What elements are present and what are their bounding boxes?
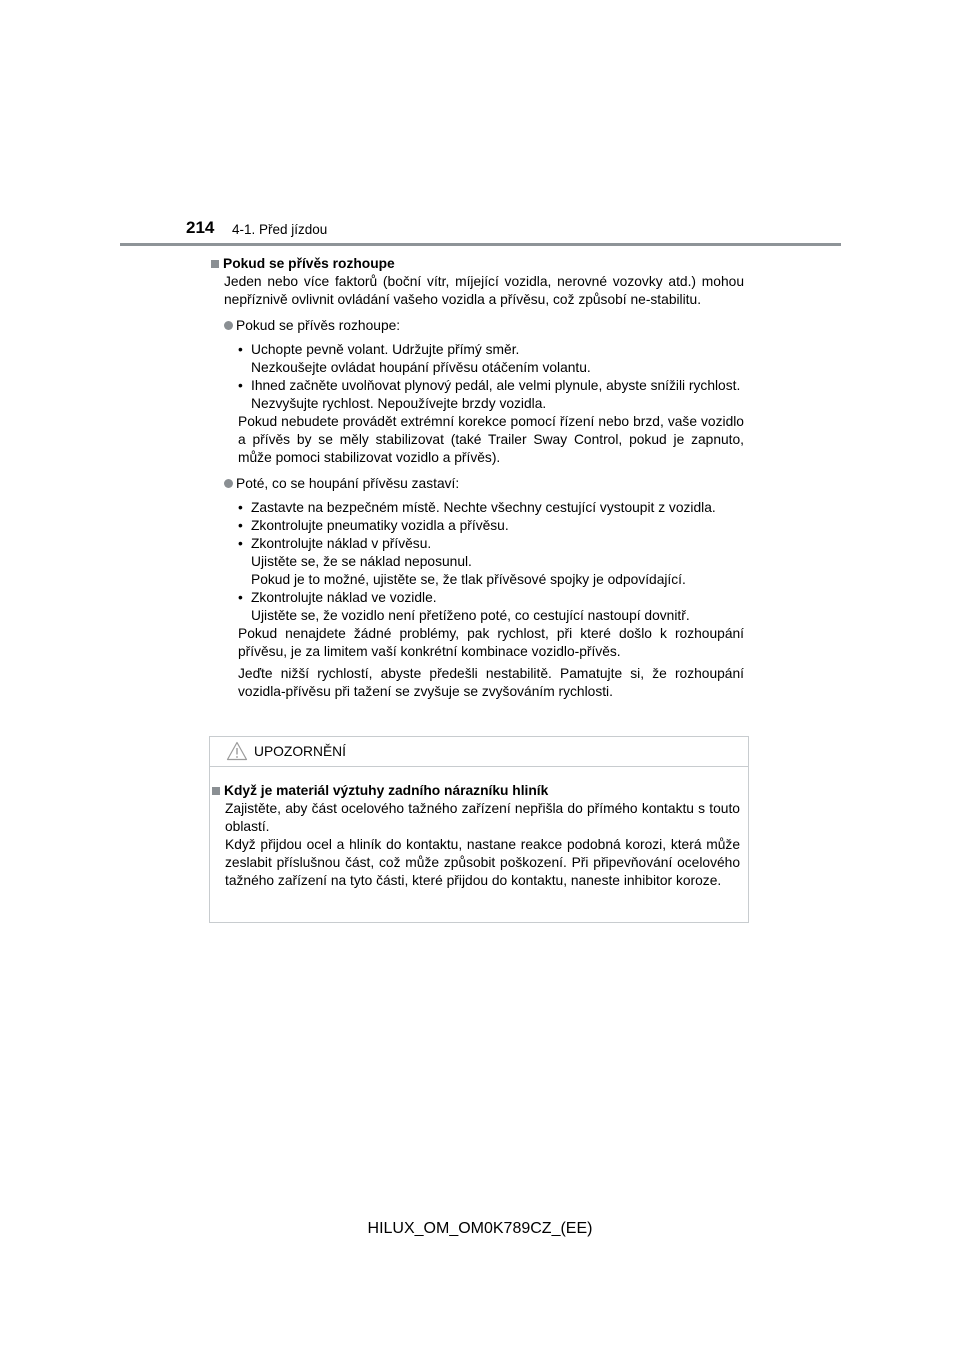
list-item: • Ihned začněte uvolňovat plynový pedál, ale velmi plynule, abyste snížili rychlost. — [238, 378, 741, 393]
square-bullet-icon — [211, 260, 219, 268]
caution-title: UPOZORNĚNÍ — [254, 744, 346, 759]
list-item-text: Ihned začněte uvolňovat plynový pedál, ale velmi plynule, abyste snížili rychlost. — [251, 378, 741, 393]
header-rule — [120, 243, 841, 246]
intro-paragraph: Jeden nebo více faktorů (boční vítr, míjející vozidla, nerovné vozovky atd.) mohou nepříznivě ovlivnit ovládání vašeho vozidla a přívěsu, což způsobí ne-stabilitu. — [224, 274, 744, 307]
caution-box — [209, 736, 749, 923]
bullet-label-text: Pokud se přívěs rozhoupe: — [236, 318, 401, 333]
list-item-note: Pokud je to možné, ujistěte se, že tlak přívěsové spojky je odpovídající. — [251, 572, 686, 587]
square-bullet-icon — [212, 787, 220, 795]
bullet-label-text: Poté, co se houpání přívěsu zastaví: — [236, 476, 460, 491]
list-item-note: Ujistěte se, že vozidlo není přetíženo poté, co cestující nastoupí dovnitř. — [251, 608, 690, 623]
page-number: 214 — [186, 218, 215, 237]
bullet-label — [224, 317, 744, 335]
caution-heading-text: Když je materiál výztuhy zadního nárazníku hliník — [224, 783, 549, 798]
section-heading — [211, 255, 744, 273]
list-item: • Uchopte pevně volant. Udržujte přímý směr. — [238, 342, 520, 357]
list-item: • Zkontrolujte náklad ve vozidle. — [238, 590, 437, 605]
caution-paragraph: Když přijdou ocel a hliník do kontaktu, nastane reakce podobná korozi, která může zeslabit příslušnou část, což může způsobit poškození. Při připevňování ocelového tažného zařízení na tyto části, které přijdou do kontaktu, naneste inhibitor koroze. — [225, 837, 740, 888]
list-item-text: Zkontrolujte náklad v přívěsu. — [251, 536, 432, 551]
main-content — [211, 255, 744, 701]
bullet-paragraph: Jeďte nižší rychlostí, abyste předešli nestabilitě. Pamatujte si, že rozhoupání vozidla-přívěsu při tažení se zvyšuje se zvyšováním rychlosti. — [238, 666, 744, 699]
round-bullet-icon — [224, 479, 233, 488]
list-item: • Zastavte na bezpečném místě. Nechte všechny cestující vystoupit z vozidla. — [238, 500, 716, 515]
list-item-text: Zkontrolujte náklad ve vozidle. — [251, 590, 437, 605]
caution-heading — [212, 782, 740, 800]
list-item-text: Uchopte pevně volant. Udržujte přímý směr. — [251, 342, 520, 357]
footer-code: HILUX_OM_OM0K789CZ_(EE) — [367, 1220, 593, 1237]
list-item: • Zkontrolujte pneumatiky vozidla a přívěsu. — [238, 518, 509, 533]
section-heading-text: Pokud se přívěs rozhoupe — [223, 256, 395, 271]
bullet-paragraph: Pokud nebudete provádět extrémní korekce pomocí řízení nebo brzd, vaše vozidlo a přívěs by se měly stabilizovat (také Trailer Sway Control, pokud je zapnuto, může pomoci stabilizovat vozidlo a přívěs). — [238, 414, 744, 465]
caution-body — [212, 782, 740, 890]
list-item-note: Nezvyšujte rychlost. Nepoužívejte brzdy vozidla. — [251, 396, 547, 411]
bullet-label — [224, 475, 744, 493]
list-item: • Zkontrolujte náklad v přívěsu. — [238, 536, 432, 551]
round-bullet-icon — [224, 321, 233, 330]
list-item-text: Zastavte na bezpečném místě. Nechte všechny cestující vystoupit z vozidla. — [251, 500, 716, 515]
list-item-note: Ujistěte se, že se náklad neposunul. — [251, 554, 472, 569]
caution-paragraph: Zajistěte, aby část ocelového tažného zařízení nepřišla do přímého kontaktu s touto oblastí. — [225, 801, 740, 834]
warning-triangle-icon — [226, 741, 248, 761]
caution-header — [210, 737, 748, 767]
bullet-paragraph: Pokud nenajdete žádné problémy, pak rychlost, při které došlo k rozhoupání přívěsu, je za limitem vaší konkrétní kombinace vozidlo-přívěs. — [238, 626, 744, 659]
list-item-text: Zkontrolujte pneumatiky vozidla a přívěsu. — [251, 518, 509, 533]
list-item-note: Nezkoušejte ovládat houpání přívěsu otáčením volantu. — [251, 360, 591, 375]
section-title: 4-1. Před jízdou — [232, 222, 328, 237]
